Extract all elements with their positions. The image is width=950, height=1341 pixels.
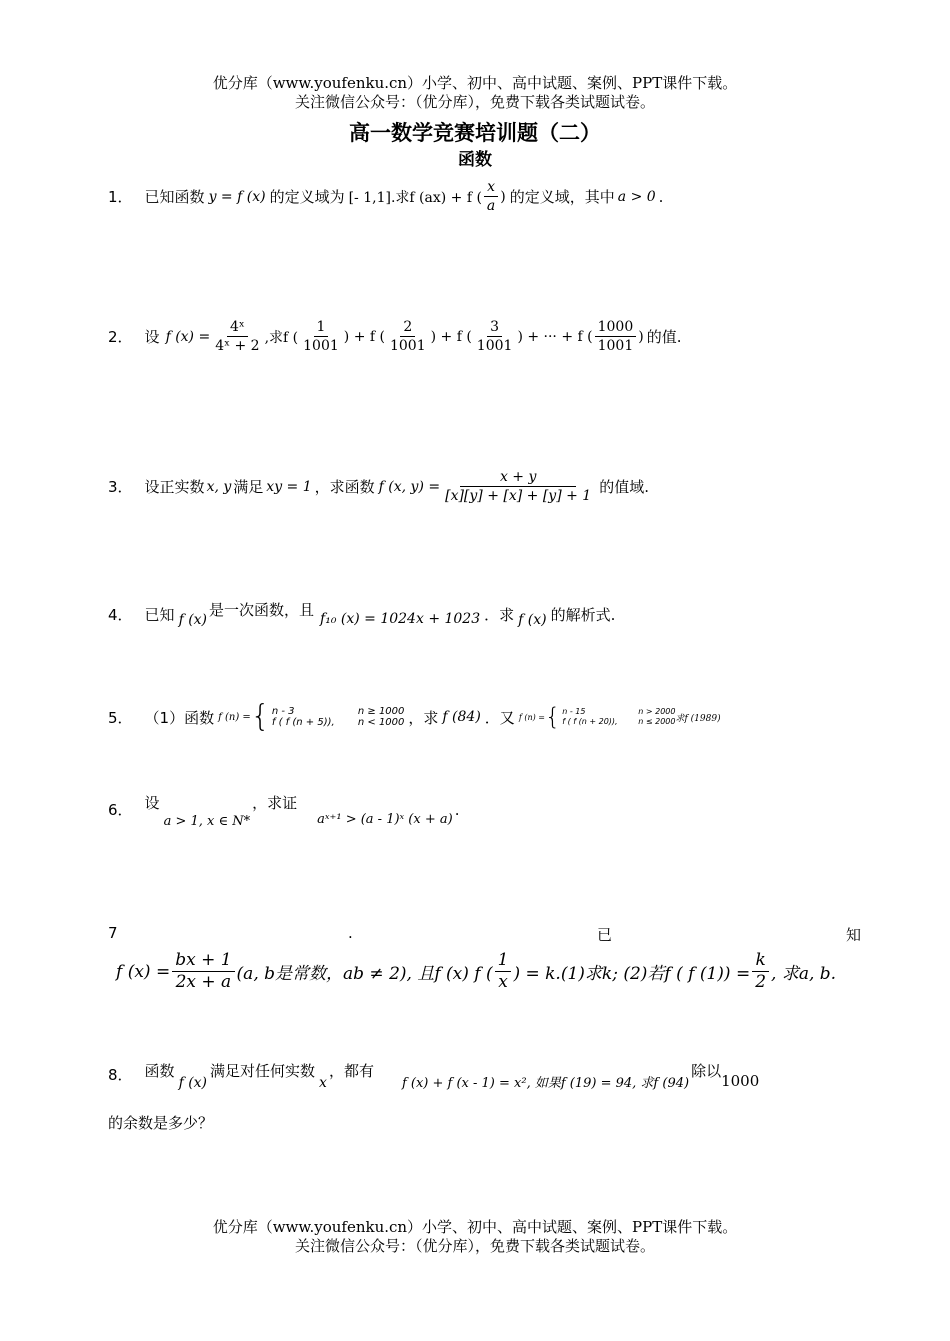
- q2-math-3: ) + f (: [343, 328, 385, 345]
- question-6: [108, 790, 868, 829]
- q5-pw1-lhs: f (n) =: [218, 711, 251, 723]
- q7-math-2: (a, b是常数，ab ≠ 2), 且f (x) f (: [236, 964, 493, 984]
- q2-frac-num: 4ˣ: [227, 318, 248, 337]
- q1-math-1: y = f (x): [208, 188, 266, 205]
- q3-math-3: f (x, y) =: [378, 478, 441, 495]
- q5-text-3: ．又: [484, 708, 515, 727]
- q5-pw2-lhs: f (n) =: [518, 712, 545, 722]
- q1-math-4: a > 0: [617, 188, 656, 205]
- q5-case-4b: n ≤ 2000: [638, 717, 676, 726]
- q5-case-3b: n > 2000: [638, 707, 676, 716]
- q2-fraction-1: [300, 318, 342, 355]
- q1-frac-den: a: [486, 198, 496, 214]
- question-3-number: 3．: [108, 478, 133, 496]
- q8-math-1: f (x): [178, 1074, 208, 1091]
- q7-f2-den: x: [498, 972, 508, 992]
- q5-case-4a: f ( f (n + 20)),: [562, 717, 618, 726]
- q1-fraction: [484, 178, 498, 215]
- q6-text-1: 设: [144, 794, 160, 812]
- q6-text-3: .: [454, 800, 460, 819]
- q2-fraction-4: [595, 318, 637, 355]
- q7-fraction-3: [752, 950, 769, 993]
- q1-text-1: 已知函数: [144, 188, 205, 206]
- q4-math-1: f (x): [178, 612, 208, 628]
- question-1: [108, 178, 868, 215]
- q6-text-2: ，求证: [252, 794, 298, 812]
- question-4: [108, 600, 868, 628]
- question-5: [108, 699, 868, 734]
- q7-f3-den: 2: [755, 972, 767, 992]
- q3-frac-num: x + y: [460, 468, 576, 487]
- q5-case-1a: n - 3: [271, 706, 295, 717]
- q8-text-5: 的余数是多少？: [108, 1114, 214, 1132]
- q5-brace-1-icon: {: [250, 699, 270, 734]
- q8-text-4: 除以: [691, 1062, 722, 1080]
- q8-math-3: f (x) + f (x - 1) = x², 如果f (19) = 94, 求f (94): [401, 1076, 690, 1091]
- q4-text-3: ．求: [484, 605, 515, 624]
- q7-math-4: , 求a, b.: [771, 964, 837, 984]
- q2-math-6: ): [638, 328, 644, 345]
- q3-fraction: [442, 468, 594, 505]
- q2-f1-den: 1001: [303, 338, 339, 354]
- header-line-1: 优分库（www.youfenku.cn）小学、初中、高中试题、案例、PPT课件下载。: [212, 74, 738, 92]
- q2-fraction-main: [212, 318, 262, 355]
- question-1-number: 1．: [108, 188, 133, 206]
- q7-f2-num: 1: [495, 950, 512, 972]
- q8-math-4: 1000: [721, 1071, 760, 1090]
- q3-text-4: 的值域.: [599, 478, 649, 496]
- q5-math-1: f (84): [442, 709, 481, 725]
- q2-text-1: 设: [144, 328, 160, 346]
- q5-piecewise-2: [519, 702, 721, 732]
- q6-math-2: aˣ⁺¹ > (a - 1)ˣ (x + a): [317, 812, 453, 827]
- q3-text-3: ，求函数: [314, 478, 375, 496]
- q8-math-2: x: [319, 1074, 327, 1091]
- page-title: 高一数学竞赛培训题（二）: [349, 121, 601, 145]
- page-subtitle: 函数: [458, 150, 492, 170]
- q5-text-4: 求f (1989): [675, 713, 721, 724]
- q7-fraction-2: [495, 950, 512, 993]
- footer-line-2: 关注微信公众号：（优分库），免费下载各类试题试卷。: [294, 1237, 655, 1255]
- q2-f2-num: 2: [400, 318, 415, 337]
- q2-math-5: ) + ··· + f (: [517, 328, 593, 345]
- q1-text-2: 的定义域为: [269, 188, 345, 206]
- q5-case-3a: n - 15: [562, 707, 586, 716]
- q5-text-2: ，求: [408, 708, 439, 727]
- q5-case-2b: n < 1000: [357, 717, 405, 728]
- q7-f3-num: k: [752, 950, 768, 972]
- q4-text-2: 是一次函数，且: [209, 600, 315, 619]
- q4-math-3: f (x): [518, 612, 547, 628]
- q7-math-3: ) = k.(1)求k; (2)若f ( f (1)) =: [513, 964, 751, 984]
- q8-text-2: 满足对任何实数: [210, 1062, 316, 1080]
- question-8-line-2: [108, 1112, 868, 1133]
- q2-f3-num: 3: [487, 318, 502, 337]
- question-4-number: 4．: [108, 605, 133, 624]
- page-footer: [0, 1218, 950, 1256]
- question-3: [108, 468, 868, 505]
- question-8-number: 8．: [108, 1066, 133, 1084]
- q5-case-1b: n ≥ 1000: [357, 706, 405, 717]
- q4-math-2: f₁₀ (x) = 1024x + 1023: [320, 611, 481, 627]
- q7-math-1: f (x) =: [116, 961, 171, 982]
- q2-f3-den: 1001: [476, 338, 513, 354]
- q5-text-1: （1）函数: [144, 708, 215, 727]
- q7-frac-den: 2x + a: [175, 972, 232, 992]
- q3-math-2: xy = 1: [266, 478, 312, 495]
- q3-text-2: 满足: [233, 478, 264, 496]
- q2-f1-num: 1: [314, 318, 329, 337]
- q5-brace-2-icon: {: [544, 703, 561, 731]
- q7-word-2: 知: [846, 926, 862, 944]
- q5-case-2a: f ( f (n + 5)),: [271, 717, 335, 728]
- question-2-number: 2．: [108, 328, 133, 346]
- q2-frac-den: 4ˣ + 2: [215, 338, 260, 354]
- q7-dot: .: [348, 924, 353, 942]
- q6-math-1: a > 1, x ∈ N*: [163, 814, 251, 829]
- q2-f2-den: 1001: [389, 338, 426, 354]
- q7-number: 7: [108, 924, 118, 942]
- q2-f4-den: 1001: [597, 338, 634, 354]
- q1-text-3: 的定义域，其中: [509, 188, 615, 206]
- q2-math-4: ) + f (: [430, 328, 472, 345]
- q3-text-1: 设正实数: [144, 478, 205, 496]
- q2-math-2: ,求f (: [264, 329, 299, 346]
- q3-math-1: x, y: [206, 478, 232, 495]
- q2-math-1: f (x) =: [165, 328, 211, 345]
- question-6-number: 6．: [108, 801, 133, 819]
- q7-fraction-1: [172, 950, 234, 993]
- q8-text-3: ，都有: [328, 1062, 374, 1080]
- q2-text-2: 的值.: [646, 328, 682, 346]
- q1-text-4: .: [658, 187, 664, 206]
- page-header: [0, 74, 950, 112]
- q7-word-1: 已: [597, 926, 613, 944]
- question-7-formula: [116, 950, 876, 993]
- q1-math-3: ): [500, 188, 506, 205]
- q5-cases-1: [272, 706, 405, 728]
- q5-piecewise-1: [218, 699, 405, 734]
- q1-frac-num: x: [484, 178, 498, 197]
- q1-math-2: [- 1,1].求f (ax) + f (: [348, 189, 482, 206]
- q8-text-1: 函数: [144, 1062, 175, 1080]
- q2-fraction-2: [387, 318, 429, 355]
- header-line-2: 关注微信公众号：（优分库），免费下载各类试题试卷。: [294, 93, 655, 111]
- question-2: [108, 318, 868, 355]
- q5-cases-2: [562, 707, 675, 727]
- q4-text-1: 已知: [144, 605, 175, 624]
- footer-line-1: 优分库（www.youfenku.cn）小学、初中、高中试题、案例、PPT课件下载。: [212, 1218, 738, 1236]
- q2-fraction-3: [474, 318, 516, 355]
- question-8: [108, 1058, 868, 1091]
- q7-frac-num: bx + 1: [172, 950, 234, 972]
- q2-f4-num: 1000: [595, 318, 637, 337]
- question-5-number: 5．: [108, 708, 133, 727]
- q3-frac-den: [x][y] + [x] + [y] + 1: [445, 488, 592, 504]
- q4-text-4: 的解析式.: [550, 605, 616, 624]
